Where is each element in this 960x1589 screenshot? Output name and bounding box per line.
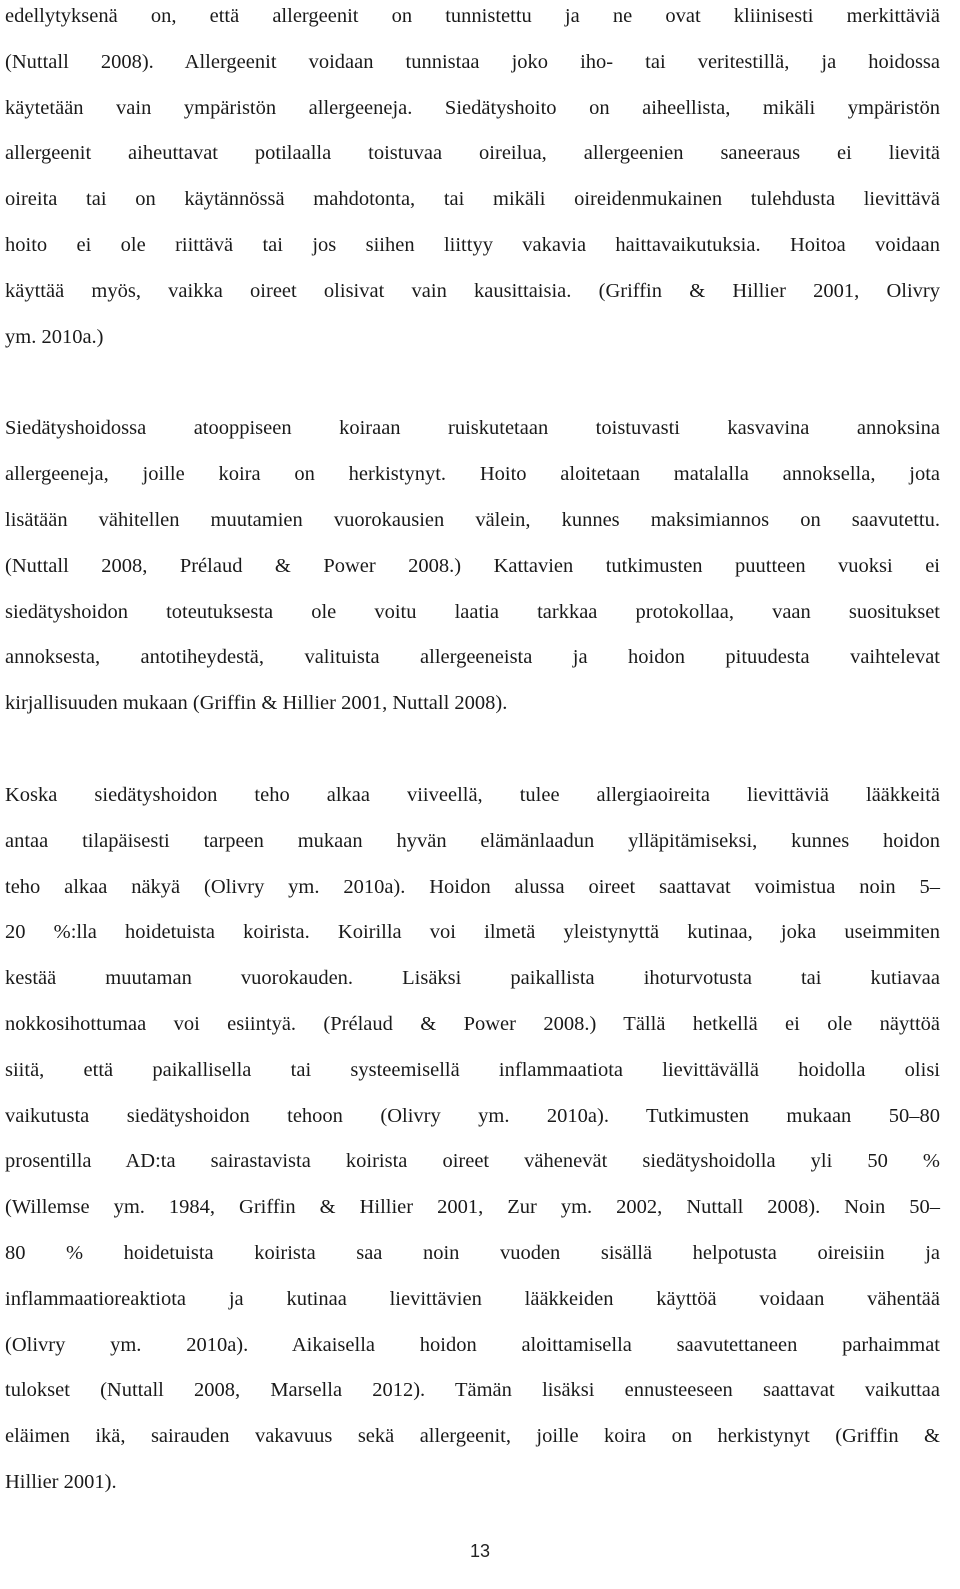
text-line: nokkosihottumaa voi esiintyä. (Prélaud & Power 2008.) Tällä hetkellä ei ole näyttöä bbox=[5, 1012, 940, 1035]
text-line: tulokset (Nuttall 2008, Marsella 2012). Tämän lisäksi ennusteeseen saattavat vaikuttaa bbox=[5, 1379, 940, 1402]
text-line: käyttää myös, vaikka oireet olisivat vain kausittaisia. (Griffin & Hillier 2001, Olivry bbox=[5, 279, 940, 302]
text-line: Siedätyshoidossa atooppiseen koiraan ruiskutetaan toistuvasti kasvavina annoksina bbox=[5, 417, 940, 440]
text-line: (Olivry ym. 2010a). Aikaisella hoidon aloittamisella saavutettaneen parhaimmat bbox=[5, 1333, 940, 1356]
text-line: teho alkaa näkyä (Olivry ym. 2010a). Hoidon alussa oireet saattavat voimistua noin 5– bbox=[5, 875, 940, 898]
text-line: inflammaatioreaktiota ja kutinaa lievittävien lääkkeiden käyttöä voidaan vähentää bbox=[5, 1287, 940, 1310]
text-line: käytetään vain ympäristön allergeeneja. Siedätyshoito on aiheellista, mikäli ympäristön bbox=[5, 96, 940, 119]
text-line: (Willemse ym. 1984, Griffin & Hillier 2001, Zur ym. 2002, Nuttall 2008). Noin 50– bbox=[5, 1196, 940, 1219]
text-line: Koska siedätyshoidon teho alkaa viiveellä, tulee allergiaoireita lievittäviä lääkkeitä bbox=[5, 783, 940, 806]
text-line: siedätyshoidon toteutuksesta ole voitu laatia tarkkaa protokollaa, vaan suositukset bbox=[5, 600, 940, 623]
text-line: Hillier 2001). bbox=[5, 1470, 117, 1493]
text-line: antaa tilapäisesti tarpeen mukaan hyvän elämänlaadun ylläpitämiseksi, kunnes hoidon bbox=[5, 829, 940, 852]
body-text bbox=[5, 0, 940, 1506]
text-line: eläimen ikä, sairauden vakavuus sekä allergeenit, joille koira on herkistynyt (Griffin & bbox=[5, 1425, 940, 1448]
text-line: allergeenit aiheuttavat potilaalla toistuvaa oireilua, allergeenien saneeraus ei lievitä bbox=[5, 142, 940, 165]
text-line: (Nuttall 2008). Allergeenit voidaan tunnistaa joko iho- tai veritestillä, ja hoidossa bbox=[5, 50, 940, 73]
text-line: prosentilla AD:ta sairastavista koirista oireet vähenevät siedätyshoidolla yli 50 % bbox=[5, 1150, 940, 1173]
text-line: edellytyksenä on, että allergeenit on tunnistettu ja ne ovat kliinisesti merkittäviä bbox=[5, 5, 940, 27]
paragraph-2 bbox=[5, 406, 940, 727]
paragraph-1 bbox=[5, 0, 940, 360]
text-line: oireita tai on käytännössä mahdotonta, tai mikäli oireidenmukainen tulehdusta lievittävä bbox=[5, 188, 940, 211]
text-line: 20 %:lla hoidetuista koirista. Koirilla voi ilmetä yleistynyttä kutinaa, joka useimmiten bbox=[5, 921, 940, 944]
text-line: kestää muutaman vuorokauden. Lisäksi paikallista ihoturvotusta tai kutiavaa bbox=[5, 967, 940, 990]
text-line: kirjallisuuden mukaan (Griffin & Hillier 2001, Nuttall 2008). bbox=[5, 692, 508, 715]
paragraph-3 bbox=[5, 773, 940, 1506]
text-line: allergeeneja, joille koira on herkistynyt. Hoito aloitetaan matalalla annoksella, jota bbox=[5, 463, 940, 486]
text-line: lisätään vähitellen muutamien vuorokausien välein, kunnes maksimiannos on saavutettu. bbox=[5, 508, 940, 531]
text-line: annoksesta, antotiheydestä, valituista allergeeneista ja hoidon pituudesta vaihtelevat bbox=[5, 646, 940, 669]
paragraph-gap bbox=[5, 727, 940, 773]
text-line: vaikutusta siedätyshoidon tehoon (Olivry ym. 2010a). Tutkimusten mukaan 50–80 bbox=[5, 1104, 940, 1127]
text-line: (Nuttall 2008, Prélaud & Power 2008.) Kattavien tutkimusten puutteen vuoksi ei bbox=[5, 554, 940, 577]
text-line: 80 % hoidetuista koirista saa noin vuoden sisällä helpotusta oireisiin ja bbox=[5, 1241, 940, 1264]
paragraph-gap bbox=[5, 360, 940, 406]
text-line: hoito ei ole riittävä tai jos siihen liittyy vakavia haittavaikutuksia. Hoitoa voidaan bbox=[5, 233, 940, 256]
text-line: siitä, että paikallisella tai systeemisellä inflammaatiota lievittävällä hoidolla olisi bbox=[5, 1058, 940, 1081]
page-number: 13 bbox=[469, 1541, 491, 1561]
text-line: ym. 2010a.) bbox=[5, 325, 104, 348]
